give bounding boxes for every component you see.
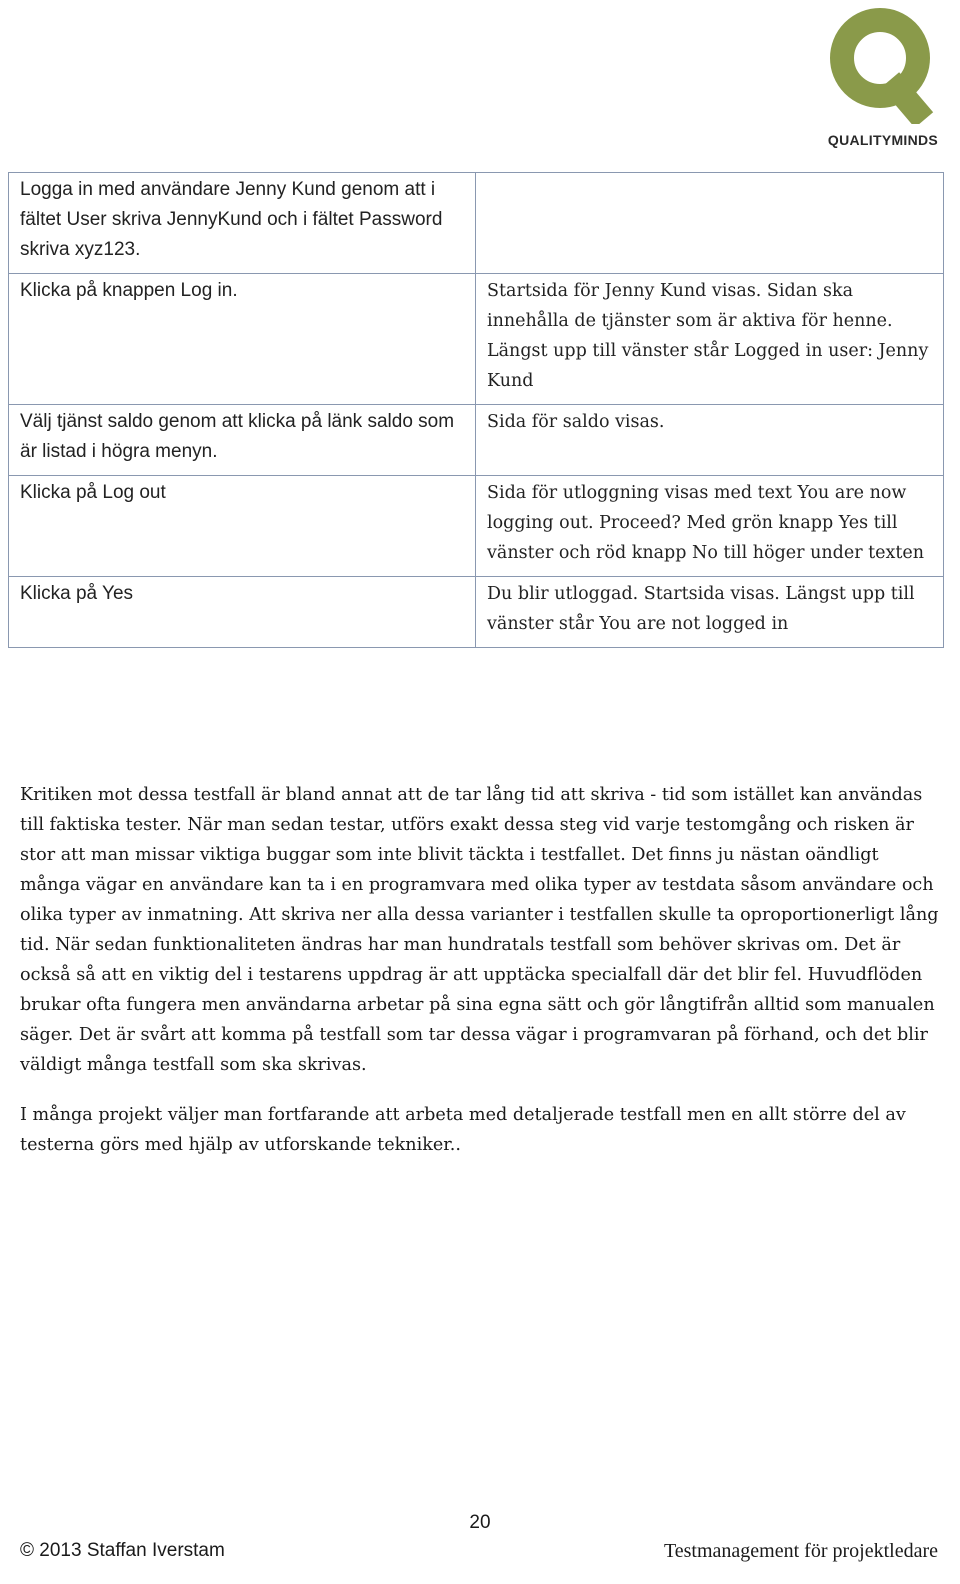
- footer-copyright: © 2013 Staffan Iverstam: [20, 1540, 225, 1561]
- step-action: Klicka på Log out: [9, 476, 476, 577]
- table-row: [9, 274, 944, 405]
- body-text: [20, 780, 940, 1180]
- table-row: [9, 577, 944, 648]
- qualityminds-q-icon: [828, 4, 938, 124]
- table-row: [9, 476, 944, 577]
- table-row: [9, 405, 944, 476]
- footer-document-title: Testmanagement för projektledare: [663, 1540, 938, 1562]
- table-row: [9, 173, 944, 274]
- qualityminds-logo: [818, 4, 948, 150]
- step-expected-result: Sida för utloggning visas med text You are now logging out. Proceed? Med grön knapp Yes till vänster och röd knapp No till höger under texten: [476, 476, 944, 577]
- paragraph: I många projekt väljer man fortfarande att arbeta med detaljerade testfall men en allt större del av testerna görs med hjälp av utforskande tekniker..: [20, 1105, 906, 1155]
- step-expected-result: [476, 173, 944, 274]
- page-number: 20: [469, 1512, 491, 1533]
- step-action: Logga in med användare Jenny Kund genom att i fältet User skriva JennyKund och i fältet Password skriva xyz123.: [9, 173, 476, 274]
- step-action: Klicka på knappen Log in.: [9, 274, 476, 405]
- step-expected-result: Sida för saldo visas.: [476, 405, 944, 476]
- paragraph: Kritiken mot dessa testfall är bland annat att de tar lång tid att skriva - tid som istället kan användas till faktiska tester. När man sedan testar, utförs exakt dessa steg vid varje testomgång och risken är stor att man missar viktiga buggar som inte blivit täckta i testfallet. Det finns ju nästan oändligt många vägar en användare kan ta i en programvara med olika typer av testdata såsom användare och olika typer av inmatning. Att skriva ner alla dessa varianter i testfallen skulle ta oproportionerligt lång tid. När sedan funktionaliteten ändras har man hundratals testfall som behöver skrivas om. Det är också så att en viktig del i testarens uppdrag är att upptäcka specialfall där det blir fel. Huvudflöden brukar ofta fungera men användarna arbetar på sina egna sätt och gör långtifrån alltid som manualen säger. Det är svårt att komma på testfall som tar dessa vägar i programvaran på förhand, och det blir väldigt många testfall som ska skrivas.: [20, 785, 939, 1075]
- logo-wordmark: QUALITYMINDS: [827, 132, 939, 148]
- step-action: Välj tjänst saldo genom att klicka på länk saldo som är listad i högra menyn.: [9, 405, 476, 476]
- step-expected-result: Du blir utloggad. Startsida visas. Längst upp till vänster står You are not logged in: [476, 577, 944, 648]
- step-expected-result: Startsida för Jenny Kund visas. Sidan ska innehålla de tjänster som är aktiva för henne. Längst upp till vänster står Logged in user: Jenny Kund: [476, 274, 944, 405]
- step-action: Klicka på Yes: [9, 577, 476, 648]
- test-steps-table: [8, 172, 944, 648]
